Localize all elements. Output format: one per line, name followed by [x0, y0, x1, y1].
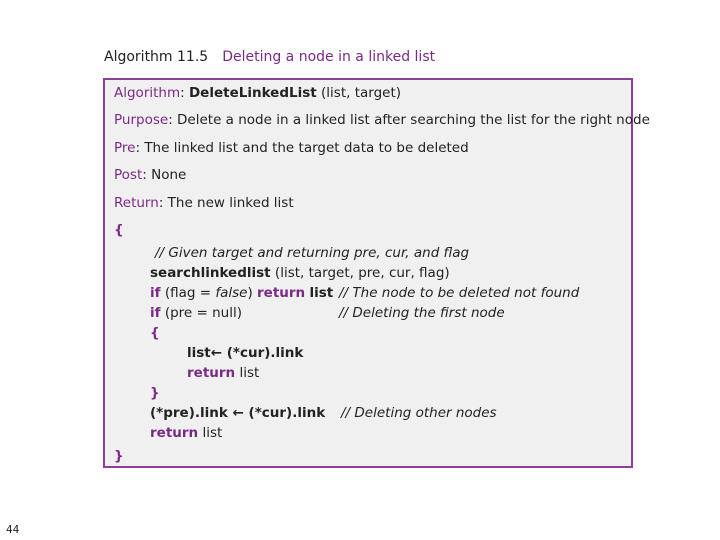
- algorithm-title: Deleting a node in a linked list: [222, 49, 436, 65]
- algorithm-number: Algorithm 11.5: [104, 49, 209, 65]
- search-function: searchlinkedlist: [150, 265, 271, 281]
- page-number: 44: [6, 523, 20, 536]
- if-flag-close: ): [247, 285, 258, 301]
- final-return-line: [150, 425, 222, 441]
- return-keyword: return: [150, 425, 199, 441]
- close-brace: }: [114, 448, 124, 464]
- algorithm-caption: [104, 49, 435, 65]
- return-list: list: [309, 285, 334, 301]
- if-pre-condition: (pre = null): [164, 305, 242, 321]
- if-flag-line: [150, 285, 333, 301]
- if-keyword: if: [150, 305, 161, 321]
- inner-close-brace: }: [150, 385, 160, 401]
- pre-text: The linked list and the target data to be deleted: [144, 140, 469, 156]
- open-brace: {: [114, 222, 124, 238]
- return-keyword: return: [257, 285, 306, 301]
- if-flag-open: (flag =: [164, 285, 216, 301]
- post-text: None: [151, 167, 187, 183]
- pre-line: Pre: The linked list and the target data to be deleted: [114, 140, 469, 156]
- comment-first-node: // Deleting the first node: [339, 305, 505, 321]
- pre-label: Pre: [114, 140, 136, 156]
- purpose-text: Delete a node in a linked list after searching the list for the right node: [177, 112, 650, 128]
- post-line: Post: None: [114, 167, 187, 183]
- algorithm-line: Algorithm: DeleteLinkedList (list, target): [114, 85, 402, 101]
- return-label: Return: [114, 195, 159, 211]
- purpose-label: Purpose: [114, 112, 169, 128]
- return-text: The new linked list: [167, 195, 294, 211]
- return-list-line: [187, 365, 259, 381]
- post-label: Post: [114, 167, 143, 183]
- search-args: (list, target, pre, cur, flag): [274, 265, 450, 281]
- assign-pre-line: (*pre).link ← (*cur).link: [150, 405, 326, 421]
- purpose-line: Purpose: Delete a node in a linked list after searching the list for the right node: [114, 112, 650, 128]
- assign-list-line: list← (*cur).link: [187, 345, 304, 361]
- algorithm-box: [103, 78, 650, 468]
- search-call-line: [150, 265, 450, 281]
- return-value: list: [239, 365, 260, 381]
- if-keyword: if: [150, 285, 161, 301]
- inner-open-brace: {: [150, 325, 160, 341]
- return-value: list: [202, 425, 223, 441]
- return-line: Return: The new linked list: [114, 195, 294, 211]
- algorithm-label: Algorithm: [114, 85, 181, 101]
- comment-not-found: // The node to be deleted not found: [339, 285, 580, 301]
- return-keyword: return: [187, 365, 236, 381]
- comment-other-nodes: // Deleting other nodes: [341, 405, 497, 421]
- algorithm-params: (list, target): [321, 85, 402, 101]
- if-pre-line: [150, 305, 242, 321]
- algorithm-name: DeleteLinkedList: [188, 85, 317, 101]
- comment-given: // Given target and returning pre, cur, and flag: [155, 245, 470, 261]
- false-literal: false: [215, 285, 248, 301]
